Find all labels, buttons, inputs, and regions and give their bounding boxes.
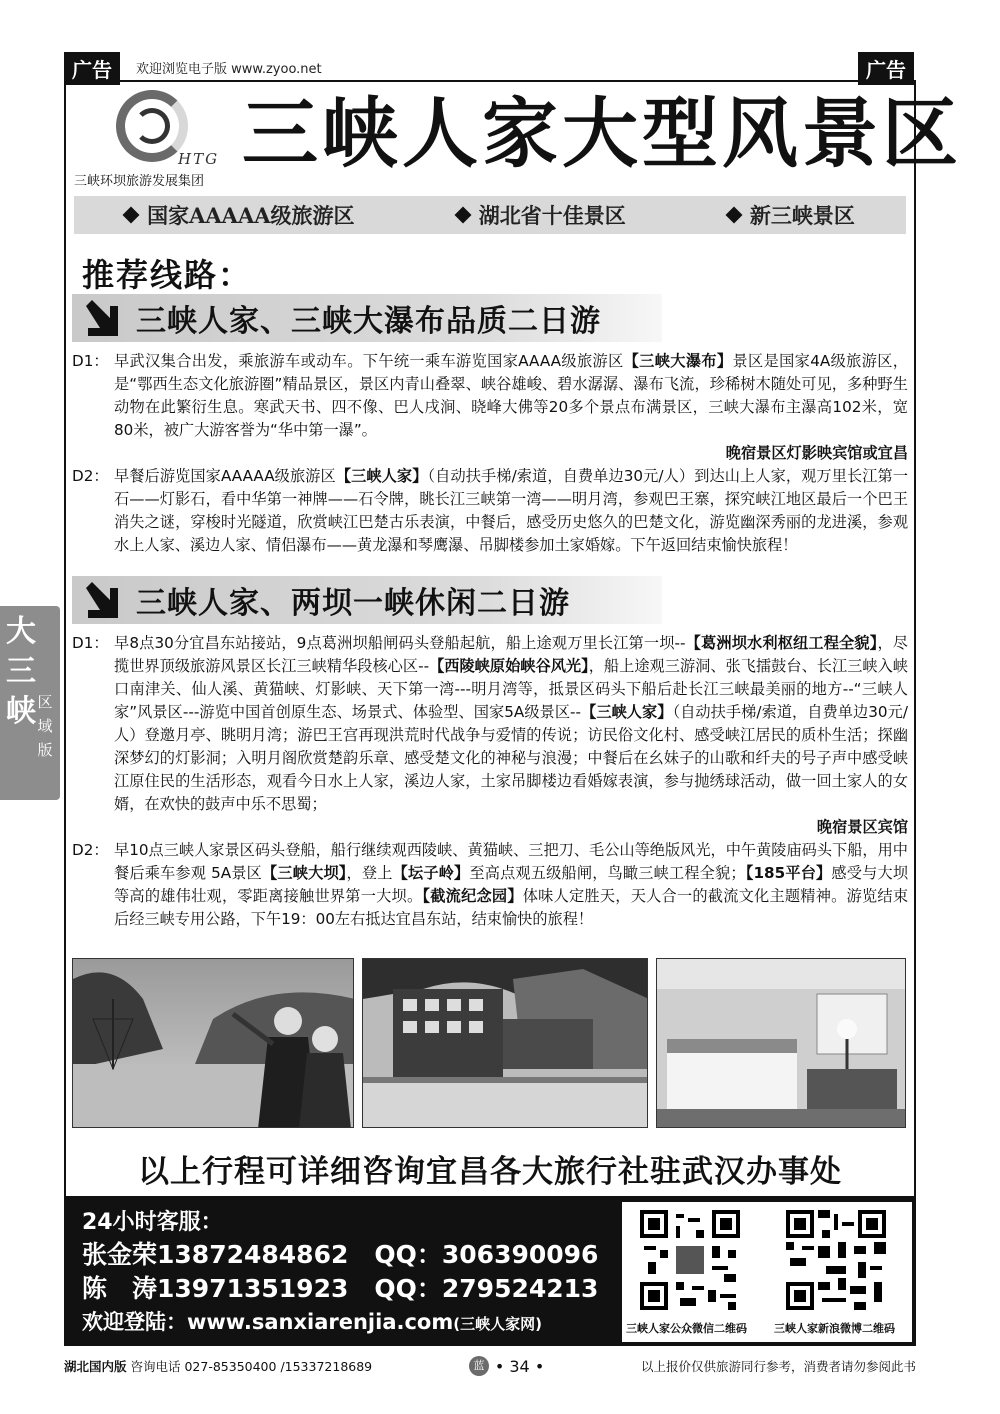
logo-abbr: HTG [178,150,220,168]
edition-badge-icon: 蓝 [469,1356,489,1376]
phone-number[interactable]: 13971351923 [157,1274,349,1303]
route-1-header [72,294,662,342]
htg-logo [74,90,230,188]
consult-banner: 以上行程可详细咨询宜昌各大旅行社驻武汉办事处 [138,1154,842,1190]
diamond-icon [123,207,140,224]
qr-caption-weibo: 三峡人家新浪微博二维码 [774,1322,895,1335]
day-label: D1： [72,634,109,652]
ad-label-left: 广告 [64,52,120,85]
qq-number[interactable]: 279524213 [441,1274,599,1303]
contact-lines [82,1208,598,1340]
qr-caption-wechat: 三峡人家公众微信二维码 [626,1322,747,1335]
arrow-down-right-icon [80,580,120,620]
side-tab-subtitle: 区 域 版 [37,693,53,759]
day-label: D2： [72,841,109,859]
diamond-icon [454,207,471,224]
photo-river-performers [72,958,354,1128]
lodging-note: 晚宿景区灯影映宾馆或宜昌 [725,444,908,462]
logo-swirl-icon [134,108,170,144]
route-2-title: 三峡人家、两坝一峡休闲二日游 [136,586,570,621]
route-1-day-2 [72,465,908,557]
service-heading: 24小时客服： [82,1210,223,1235]
arrow-down-right-icon [80,298,120,338]
page-title: 三峡人家大型风景区 [242,89,962,178]
route-2-day-1 [72,632,908,839]
contact-panel [64,1196,916,1346]
photo-stilt-houses [362,958,648,1128]
route-2-day-2 [72,839,908,931]
diamond-icon [725,207,742,224]
lodging-note: 晚宿景区宾馆 [816,818,908,836]
tagline-item: 新三峡景区 [728,200,855,230]
qr-panel [622,1202,912,1342]
footer-disclaimer: 以上报价仅供旅游同行参考，消费者请勿参阅此书 [640,1359,916,1374]
day-label: D2： [72,467,109,485]
route-1-itinerary [72,350,908,557]
qr-code-icon[interactable] [640,1210,740,1310]
photo-hotel-room [656,958,906,1128]
day-text: 早8点30分宜昌东站接站，9点葛洲坝船闸码头登船起航，船上途观万里长江第一坝--【葛洲坝水利枢纽工程全貌】，尽揽世界顶级旅游风景区长江三峡精华段核心区--【西陵峡原始峡谷风光】，船上途观三游洞、张飞擂鼓台、长江三峡入峡口南津关、仙人溪、黄猫峡、灯影峡、天下第一湾---明月湾等，抵景区码头下船后赴长江三峡最美丽的地方--“三峡人家”风景区---游览中国首创原生态、场景式、体验型、国家5A级景区--【三峡人家】（自动扶手梯/索道，自费单边30元/人）登邀月亭、眺明月湾；游巴王宫再现洪荒时代战争与爱情的传说；访民俗文化村、感受峡江居民的质朴生活；探幽深梦幻的灯影洞；入明月阁欣赏楚韵乐章、感受楚文化的神秘与浪漫；中餐后在幺妹子的山歌和纤夫的号子声中感受峡江原住民的生活形态，观看今日水上人家，溪边人家，土家吊脚楼边看婚嫁表演，参与抛绣球活动，做一回土家人的女婿，在欢快的鼓声中乐不思蜀； 晚宿景区宾馆 [114,632,908,839]
day-label: D1： [72,352,109,370]
route-2-header [72,576,662,624]
page-footer [64,1356,916,1376]
qr-code-icon[interactable] [786,1210,886,1310]
route-1-day-1 [72,350,908,465]
logo-company-name: 三峡环坝旅游发展集团 [74,174,205,189]
recommend-heading: 推荐线路： [82,256,253,294]
route-1-title: 三峡人家、三峡大瀑布品质二日游 [136,304,601,339]
day-text: 早餐后游览国家AAAAA级旅游区【三峡人家】（自动扶手梯/索道，自费单边30元/人）到达山上人家，观万里长江第一石——灯影石，看中华第一神牌——石令牌，眺长江三峡第一湾——明月湾，参观巴王寨，探究峡江地区最后一个巴王消失之谜，穿梭时光隧道，欣赏峡江巴楚古乐表演，中餐后，感受历史悠久的巴楚文化，游览幽深秀丽的龙进溪，参观水上人家、溪边人家、情侣瀑布——黄龙瀑和琴鹰瀑、吊脚楼参加土家婚嫁。下午返回结束愉快旅程！ [114,467,909,554]
page-number: 蓝 • 34 • [469,1356,544,1376]
tagline-item: 国家AAAAA级旅游区 [125,200,354,230]
qq-number[interactable]: 306390096 [441,1240,599,1269]
contact-person-1: 张金荣13872484862 QQ：306390096 [82,1240,599,1269]
phone-number[interactable]: 13872484862 [157,1240,349,1269]
website-line: 欢迎登陆：www.sanxiarenjia.com(三峡人家网) [82,1310,542,1334]
side-tab-title: 大 三 峡 [6,614,36,729]
website-link[interactable]: www.sanxiarenjia.com [187,1310,454,1334]
welcome-text[interactable]: 欢迎浏览电子版 www.zyoo.net [136,62,322,77]
route-2-itinerary [72,632,908,931]
ad-label-right: 广告 [858,52,914,85]
contact-person-2: 陈 涛13971351923 QQ：279524213 [82,1274,599,1303]
day-text: 早10点三峡人家景区码头登船，船行继续观西陵峡、黄猫峡、三把刀、毛公山等绝版风光，中午黄陵庙码头下船，用中餐后乘车参观 5A景区【三峡大坝】，登上【坛子岭】至高点观五级船闸，鸟瞰三峡工程全貌；【185平台】感受与大坝等高的雄伟壮观，零距离接触世界第一大坝。【截流纪念园】体味人定胜天，天人合一的截流文化主题精神。游览结束后经三峡专用公路，下午19：00左右抵达宜昌东站，结束愉快的旅程！ [114,841,909,928]
regional-edition-tab [0,606,60,800]
footer-phone: 咨询电话 027-85350400 /15337218689 [130,1359,373,1374]
tagline-item: 湖北省十佳景区 [457,200,626,230]
day-text: 早武汉集合出发，乘旅游车或动车。下午统一乘车游览国家AAAA级旅游区【三峡大瀑布】景区是国家4A级旅游区，是“鄂西生态文化旅游圈”精品景区，景区内青山叠翠、峡谷雄峻、碧水潺潺、瀑布飞流，珍稀树木随处可见，多种野生动物在此繁衍生息。寒武天书、四不像、巴人戌涧、晓峰大佛等20多个景点布满景区，三峡大瀑布主瀑高102米，宽80米，被广大游客誉为“华中第一瀑”。 晚宿景区灯影映宾馆或宜昌 [114,350,908,465]
footer-left [64,1357,372,1375]
edition-label: 湖北国内版 [64,1359,127,1374]
tagline-bar [74,196,906,234]
